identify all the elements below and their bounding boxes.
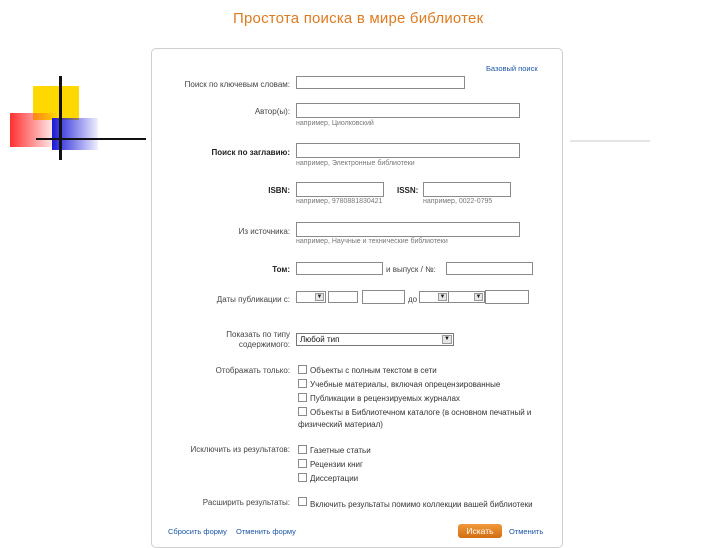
date-from-year-input[interactable] (362, 290, 405, 304)
red-gradient-decoration (10, 113, 56, 147)
issue-label: и выпуск / №: (386, 265, 436, 274)
pub-date-to-label: до (408, 295, 418, 304)
page-title: Простота поиска в мире библиотек (233, 10, 484, 27)
isbn-label: ISBN: (268, 186, 290, 195)
full-text-checkbox[interactable] (298, 365, 307, 374)
reset-form-link[interactable]: Сбросить форму (168, 527, 227, 536)
dissertations-option: Диссертации (310, 474, 359, 483)
chevron-down-icon: ▼ (442, 335, 452, 344)
title-label: Поиск по заглавию: (211, 148, 290, 157)
volume-label: Том: (272, 265, 290, 274)
keywords-label: Поиск по ключевым словам: (184, 80, 290, 89)
book-reviews-checkbox[interactable] (298, 459, 307, 468)
issn-label: ISSN: (397, 186, 419, 195)
content-type-select[interactable] (296, 333, 454, 346)
keywords-input[interactable] (296, 76, 465, 89)
expand-option: Включить результаты помимо коллекции вашей библиотеки (310, 500, 533, 509)
content-type-label-line1: Показать по типу (226, 330, 290, 339)
expand-label: Расширить результаты: (202, 498, 290, 507)
basic-search-link[interactable]: Базовый поиск (486, 64, 538, 73)
peer-reviewed-checkbox[interactable] (298, 393, 307, 402)
full-text-option: Объекты с полным текстом в сети (310, 366, 437, 375)
horizontal-line-decoration (36, 138, 146, 140)
isbn-input[interactable] (296, 182, 384, 197)
catalog-option: Объекты в Библиотечном каталоге (в основном печатный и (310, 408, 532, 417)
date-to-year-input[interactable] (485, 290, 529, 304)
vertical-line-decoration (59, 76, 62, 160)
newspaper-checkbox[interactable] (298, 445, 307, 454)
faint-line-decoration (570, 140, 650, 142)
peer-reviewed-option: Публикации в рецензируемых журналах (310, 394, 460, 403)
author-label: Автор(ы): (254, 107, 290, 116)
source-label: Из источника: (238, 227, 290, 236)
issn-input[interactable] (423, 182, 511, 197)
cancel-link[interactable]: Отменить (509, 527, 544, 536)
date-to-month-select[interactable] (419, 291, 449, 303)
scholarly-checkbox[interactable] (298, 379, 307, 388)
content-type-label-line2: содержимого: (238, 340, 290, 349)
source-hint: например, Научные и технические библиотеки (296, 238, 448, 245)
author-hint: например, Циолковский (296, 120, 374, 127)
chevron-down-icon: ▼ (475, 294, 482, 300)
author-input[interactable] (296, 103, 520, 118)
newspaper-option: Газетные статьи (310, 446, 371, 455)
date-from-day-select[interactable] (328, 291, 358, 303)
volume-input[interactable] (296, 262, 383, 275)
chevron-down-icon: ▼ (316, 294, 323, 300)
issue-input[interactable] (446, 262, 533, 275)
date-to-day-select[interactable] (448, 291, 485, 303)
title-input[interactable] (296, 143, 520, 158)
content-type-selected: Любой тип (300, 335, 340, 344)
save-form-link[interactable]: Отменить форму (236, 527, 296, 536)
pub-date-label: Даты публикации с: (216, 295, 290, 304)
date-from-month-select[interactable] (296, 291, 326, 303)
book-reviews-option: Рецензии книг (310, 460, 363, 469)
exclude-label: Исключить из результатов: (190, 445, 290, 454)
catalog-option-continued: физический материал) (298, 420, 383, 429)
scholarly-option: Учебные материалы, включая опрецензированные (310, 380, 501, 389)
title-hint: например, Электронные библиотеки (296, 160, 415, 167)
search-button[interactable]: Искать (458, 524, 502, 538)
chevron-down-icon: ▼ (439, 294, 446, 300)
advanced-search-panel (151, 48, 563, 548)
isbn-hint: например, 9780881830421 (296, 198, 383, 205)
show-only-label: Отображать только: (215, 366, 290, 375)
catalog-checkbox[interactable] (298, 407, 307, 416)
dissertations-checkbox[interactable] (298, 473, 307, 482)
issn-hint: например, 0022-0795 (423, 198, 493, 205)
source-input[interactable] (296, 222, 520, 237)
expand-checkbox[interactable] (298, 497, 307, 506)
